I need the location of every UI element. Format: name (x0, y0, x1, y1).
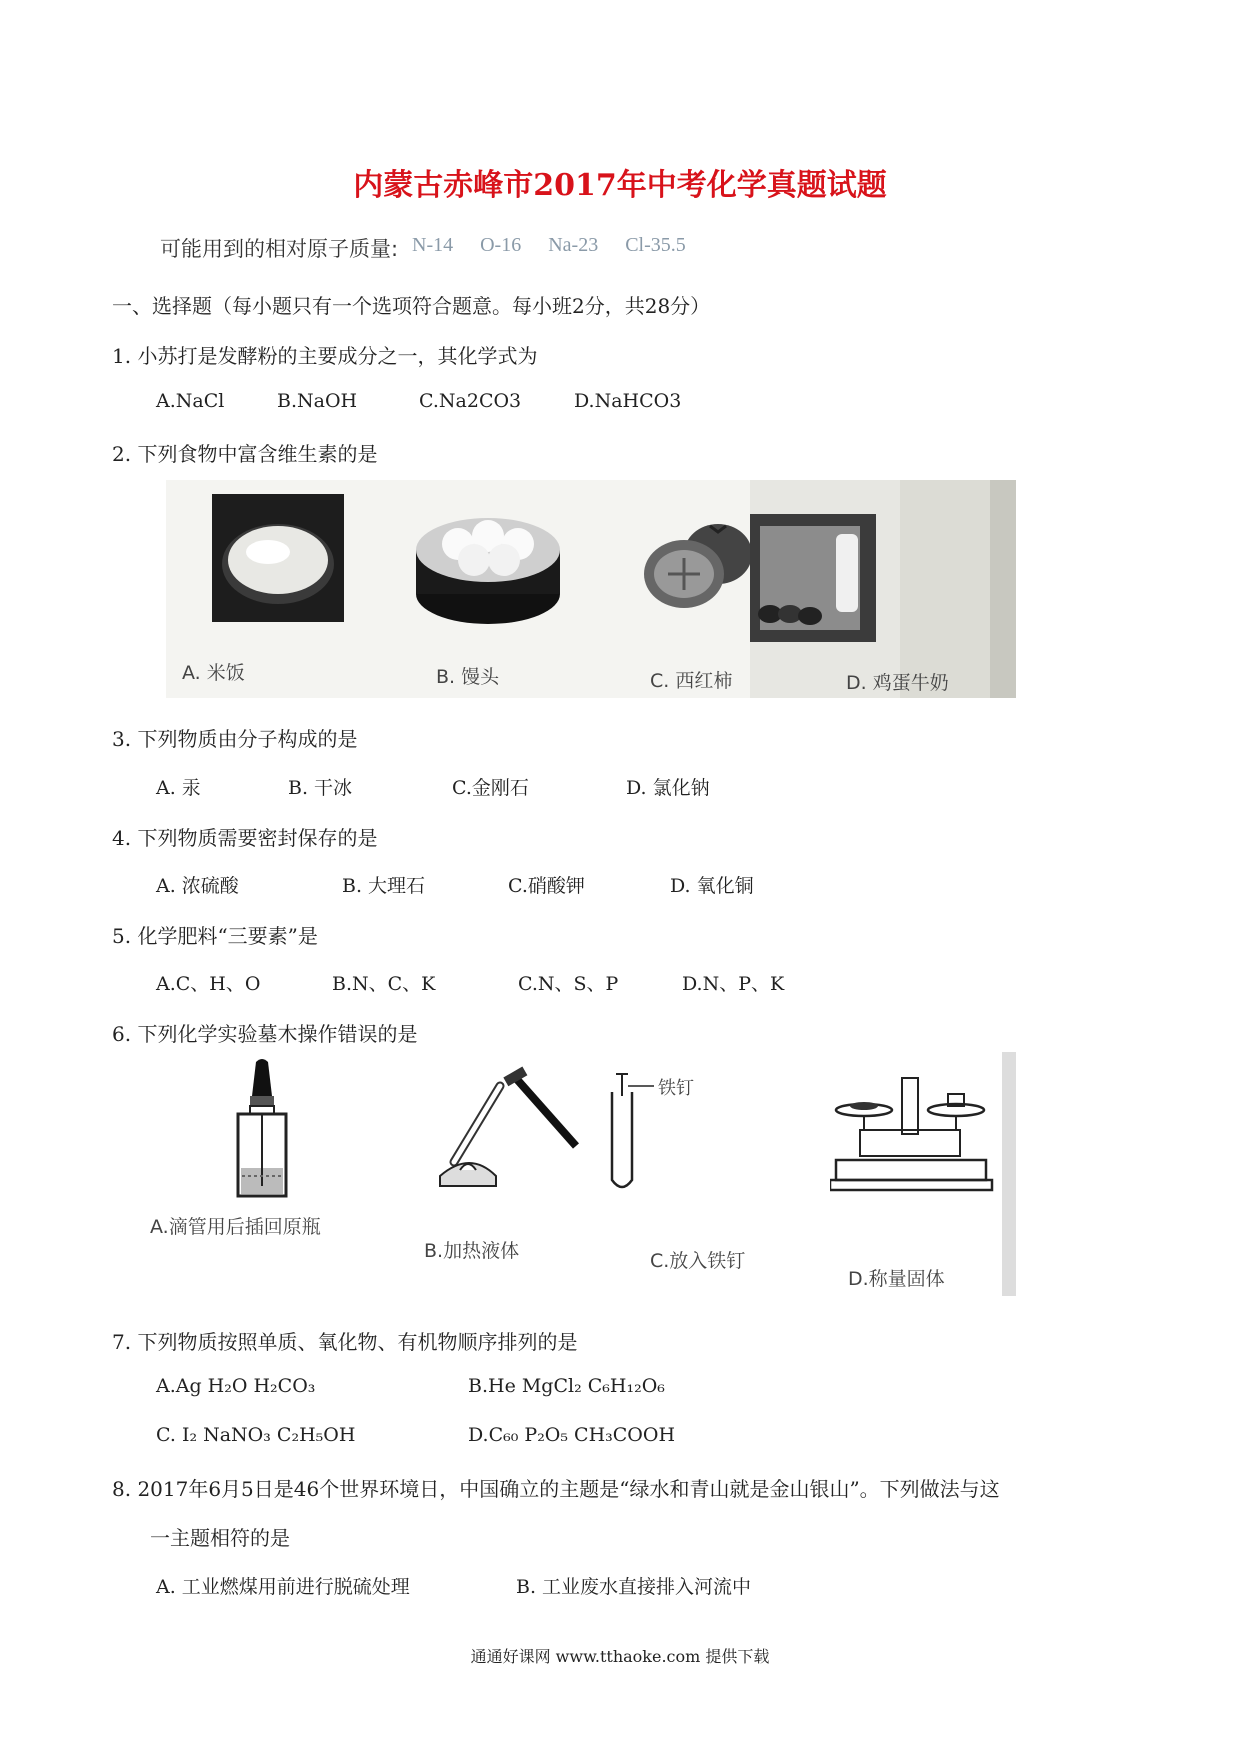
balance-image (830, 1064, 998, 1204)
atomic-mass-list (412, 234, 708, 257)
question-8-stem-line2: 一主题相符的是 (150, 1526, 290, 1550)
steamed-bun-image (412, 500, 564, 628)
question-3-option-c: C.金刚石 (452, 777, 529, 799)
question-4-option-c: C.硝酸钾 (508, 875, 585, 897)
nail-label: 铁钉 (658, 1078, 694, 1099)
lab-operation-figure (150, 1052, 1016, 1296)
atomic-mass-item: O-16 (480, 234, 522, 256)
question-7-option-c: C. I₂ NaNO₃ C₂H₅OH (156, 1424, 356, 1446)
question-7-option-a: A.Ag H₂O H₂CO₃ (156, 1375, 316, 1397)
question-3-option-d: D. 氯化钠 (626, 777, 710, 799)
section-heading: 一、选择题（每小题只有一个选项符合题意。每小班2分，共28分） (112, 294, 711, 318)
question-4-option-d: D. 氧化铜 (670, 875, 754, 897)
rice-image (212, 494, 344, 622)
food-caption-d: D. 鸡蛋牛奶 (846, 672, 949, 694)
question-7-stem: 7. 下列物质按照单质、氧化物、有机物顺序排列的是 (112, 1330, 578, 1354)
question-5-option-a: A.C、H、O (156, 973, 261, 995)
atomic-mass-item: Na-23 (548, 234, 599, 256)
atomic-mass-item: Cl-35.5 (625, 234, 686, 256)
food-caption-c: C. 西红柿 (650, 670, 733, 692)
question-3-option-a: A. 汞 (156, 777, 201, 799)
food-caption-a: A. 米饭 (182, 662, 245, 684)
question-3-option-b: B. 干冰 (288, 777, 353, 799)
page-footer: 通通好课网 www.tthaoke.com 提供下载 (470, 1647, 770, 1666)
atomic-mass-label: 可能用到的相对原子质量: (160, 237, 399, 261)
question-1-option-b: B.NaOH (277, 390, 358, 412)
food-caption-b: B. 馒头 (436, 666, 500, 688)
question-7-option-b: B.He MgCl₂ C₆H₁₂O₆ (468, 1375, 665, 1397)
question-5-stem: 5. 化学肥料“三要素”是 (112, 924, 318, 948)
question-1-stem: 1. 小苏打是发酵粉的主要成分之一，其化学式为 (112, 344, 538, 368)
dropper-bottle-image (222, 1058, 302, 1208)
lab-caption-d: D.称量固体 (848, 1268, 945, 1290)
question-8-stem-line1: 8. 2017年6月5日是46个世界环境日，中国确立的主题是“绿水和青山就是金山银山”。下列做法与这 (112, 1477, 1000, 1501)
question-5-option-d: D.N、P、K (682, 973, 785, 995)
question-4-stem: 4. 下列物质需要密封保存的是 (112, 826, 378, 850)
heating-liquid-image (434, 1066, 584, 1196)
question-3-stem: 3. 下列物质由分子构成的是 (112, 727, 358, 751)
question-6-stem: 6. 下列化学实验墓木操作错误的是 (112, 1022, 418, 1046)
egg-milk-image (750, 480, 1016, 698)
question-5-option-c: C.N、S、P (518, 973, 619, 995)
atomic-mass-item: N-14 (412, 234, 454, 256)
question-7-option-d: D.C₆₀ P₂O₅ CH₃COOH (468, 1424, 676, 1446)
food-figure (166, 480, 1016, 698)
lab-caption-a: A.滴管用后插回原瓶 (150, 1216, 321, 1238)
question-1-option-d: D.NaHCO3 (574, 390, 682, 412)
page-title: 内蒙古赤峰市2017年中考化学真题试题 (353, 168, 887, 203)
question-1-option-c: C.Na2CO3 (419, 390, 522, 412)
question-1-option-a: A.NaCl (156, 390, 225, 412)
question-5-option-b: B.N、C、K (332, 973, 436, 995)
tomato-image (640, 514, 758, 614)
question-8-option-a: A. 工业燃煤用前进行脱硫处理 (156, 1576, 410, 1598)
lab-caption-b: B.加热液体 (424, 1240, 520, 1262)
question-2-stem: 2. 下列食物中富含维生素的是 (112, 442, 378, 466)
question-4-option-a: A. 浓硫酸 (156, 875, 239, 897)
scan-edge (1002, 1052, 1016, 1296)
question-4-option-b: B. 大理石 (342, 875, 426, 897)
lab-caption-c: C.放入铁钉 (650, 1250, 746, 1272)
question-8-option-b: B. 工业废水直接排入河流中 (516, 1576, 752, 1598)
